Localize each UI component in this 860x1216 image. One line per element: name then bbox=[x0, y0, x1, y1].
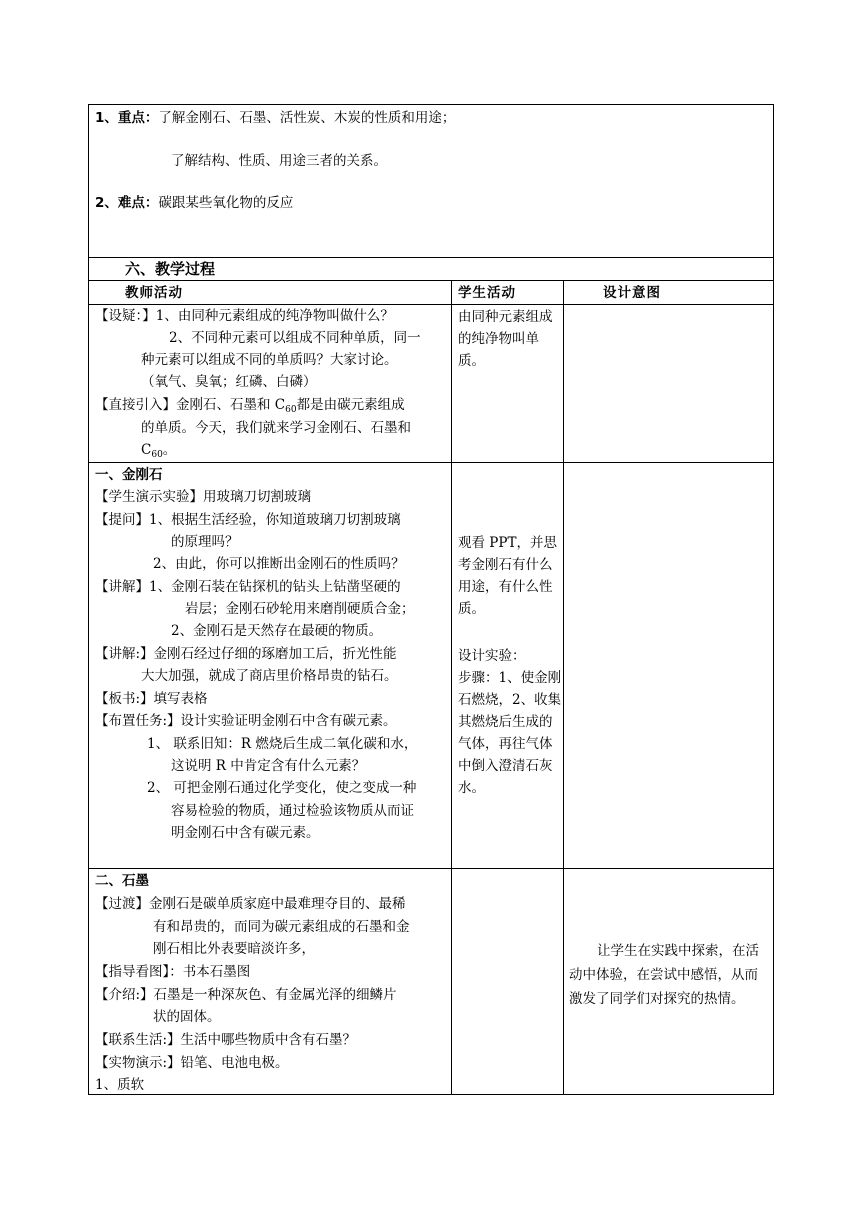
teacher-line: 2、 可把金刚石通过化学变化，使之变成一种 bbox=[147, 780, 417, 796]
teacher-line: 1、 联系旧知：R 燃烧后生成二氧化碳和水， bbox=[147, 736, 418, 752]
divider bbox=[89, 280, 773, 281]
teacher-line: 【学生演示实验】用玻璃刀切割玻璃 bbox=[95, 489, 311, 505]
subscript: 60 bbox=[285, 405, 297, 415]
key-point-text-2: 了解结构、性质、用途三者的关系。 bbox=[171, 153, 387, 169]
teacher-line bbox=[95, 395, 405, 417]
teacher-line: 2、由此，你可以推断出金刚石的性质吗？ bbox=[153, 556, 405, 572]
teacher-line: 这说明 R 中肯定含有什么元素？ bbox=[171, 758, 366, 774]
header-teacher: 教师活动 bbox=[125, 285, 183, 301]
teacher-line bbox=[141, 440, 176, 462]
teacher-line: 【联系生活:】生活中哪些物质中含有石墨？ bbox=[95, 1032, 357, 1048]
teacher-line: 的原理吗？ bbox=[171, 534, 239, 550]
student-activity: 由同种元素组成的纯净物叫单质。 bbox=[458, 309, 553, 369]
teacher-line: 【过渡】金刚石是碳单质家庭中最难理夺目的、最稀 bbox=[95, 896, 406, 912]
student-activity: 观看 PPT，并思考金刚石有什么用途，有什么性质。 bbox=[458, 535, 557, 617]
teacher-line: 【设疑：】1、由同种元素组成的纯净物叫做什么？ bbox=[95, 308, 394, 324]
teacher-line: 【介绍:】石墨是一种深灰色、有金属光泽的细鳞片 bbox=[95, 987, 397, 1003]
divider bbox=[89, 868, 773, 869]
teacher-line: 岩层；金刚石砂轮用来磨削硬质合金； bbox=[185, 601, 415, 617]
teacher-line: 刚石相比外表要暗淡许多， bbox=[153, 941, 315, 957]
key-point bbox=[95, 108, 455, 128]
text-fragment: C bbox=[141, 442, 152, 458]
difficulty-label: 2、难点： bbox=[95, 195, 159, 211]
column-divider bbox=[451, 280, 452, 1094]
teacher-line: 【指导看图】：书本石墨图 bbox=[95, 964, 251, 980]
teacher-line: 有和昂贵的，而同为碳元素组成的石墨和金 bbox=[153, 919, 410, 935]
teacher-line: 2、不同种元素可以组成不同种单质，同一 bbox=[169, 330, 421, 346]
teacher-line: 2、金刚石是天然存在最硬的物质。 bbox=[171, 623, 383, 639]
text-fragment: 。 bbox=[162, 442, 177, 458]
teacher-line: 【讲解:】金刚石经过仔细的琢磨加工后，折光性能 bbox=[95, 646, 397, 662]
subscript: 60 bbox=[151, 450, 163, 460]
header-design: 设计意图 bbox=[603, 285, 661, 301]
difficulty-text: 碳跟某些氧化物的反应 bbox=[158, 195, 294, 211]
teacher-line: 【讲解】1、金刚石装在钻探机的钻头上钻凿坚硬的 bbox=[95, 579, 401, 595]
design-intent: 让学生在实践中探索，在活动中体验，在尝试中感悟，从而激发了同学们对探究的热情。 bbox=[569, 943, 759, 1007]
key-point-text: 了解金刚石、石墨、活性炭、木炭的性质和用途； bbox=[158, 110, 456, 126]
teacher-line: 【板书:】填写表格 bbox=[95, 691, 208, 707]
teacher-line: 【实物演示:】铅笔、电池电极。 bbox=[95, 1055, 289, 1071]
subsection-title: 一、金刚石 bbox=[95, 467, 163, 483]
lesson-plan-table bbox=[88, 104, 774, 1095]
teacher-line: 容易检验的物质，通过检验该物质从而证 bbox=[171, 803, 414, 819]
difficulty bbox=[95, 193, 293, 213]
divider bbox=[89, 257, 773, 258]
key-point-label: 1、重点： bbox=[95, 110, 159, 126]
teacher-line: 种元素可以组成不同的单质吗？大家讨论。 bbox=[141, 352, 398, 368]
divider bbox=[89, 462, 773, 463]
student-activity: 设计实验： bbox=[458, 648, 526, 664]
section-title: 六、教学过程 bbox=[125, 260, 216, 278]
divider bbox=[89, 304, 773, 305]
subsection-title: 二、石墨 bbox=[95, 873, 149, 889]
teacher-line: 大大加强，就成了商店里价格昂贵的钻石。 bbox=[141, 668, 398, 684]
teacher-line: （氧气、臭氧；红磷、白磷） bbox=[141, 374, 317, 390]
header-student: 学生活动 bbox=[458, 285, 516, 301]
teacher-line: 【提问】1、根据生活经验，你知道玻璃刀切割玻璃 bbox=[95, 512, 401, 528]
student-activity: 步骤：1、使金刚石燃烧，2、收集其燃烧后生成的气体，再往气体中倒入澄清石灰水。 bbox=[458, 670, 562, 796]
teacher-line: 1、质软 bbox=[95, 1077, 145, 1093]
teacher-line: 明金刚石中含有碳元素。 bbox=[171, 825, 320, 841]
text-fragment: 都是由碳元素组成 bbox=[296, 397, 405, 413]
text-fragment: 【直接引入】金刚石、石墨和 C bbox=[95, 397, 286, 413]
teacher-line: 【布置任务:】设计实验证明金刚石中含有碳元素。 bbox=[95, 713, 397, 729]
teacher-line: 状的固体。 bbox=[153, 1009, 221, 1025]
teacher-line: 的单质。今天，我们就来学习金刚石、石墨和 bbox=[141, 420, 411, 436]
